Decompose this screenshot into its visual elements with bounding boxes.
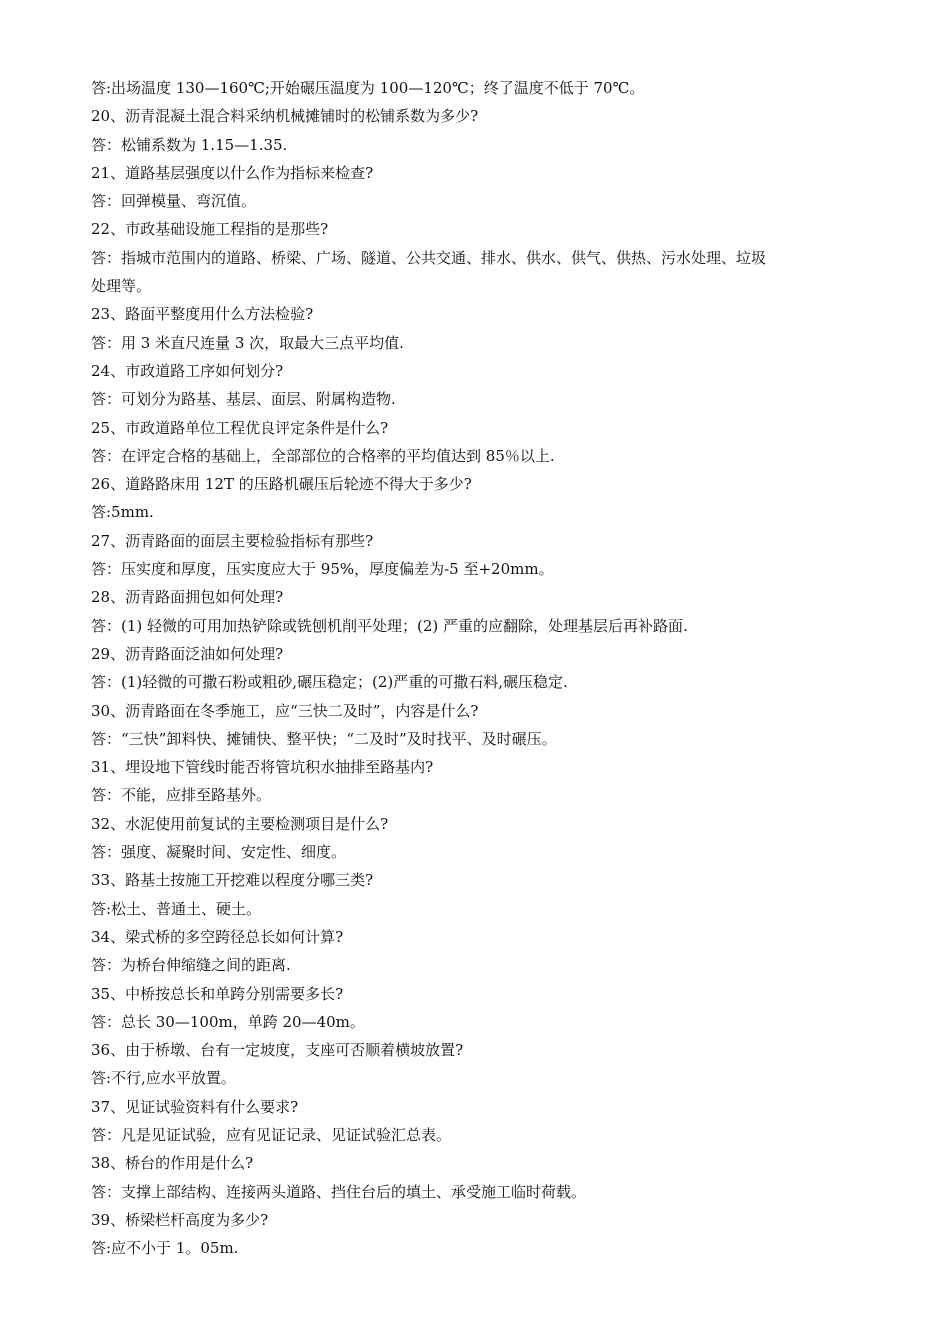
question-line: 29、沥青路面泛油如何处理?: [91, 644, 284, 663]
answer-line: 答：可划分为路基、基层、面层、附属构造物.: [91, 390, 396, 409]
answer-line: 答：回弹模量、弯沉值。: [91, 192, 257, 211]
answer-line: 答：不能，应排至路基外。: [91, 786, 272, 805]
question-line: 35、中桥按总长和单跨分别需要多长?: [91, 984, 344, 1003]
answer-line: 答：(1) 轻微的可用加热铲除或铣刨机削平处理；(2) 严重的应翻除，处理基层后再补路面.: [91, 616, 688, 635]
question-line: 30、沥青路面在冬季施工，应“三快二及时”，内容是什么?: [91, 701, 479, 720]
answer-line: 答:5mm.: [91, 503, 154, 522]
question-line: 23、路面平整度用什么方法检验?: [91, 305, 314, 324]
question-line: 28、沥青路面拥包如何处理?: [91, 588, 284, 607]
question-line: 37、见证试验资料有什么要求?: [91, 1097, 299, 1116]
question-line: 26、道路路床用 12T 的压路机碾压后轮迹不得大于多少?: [91, 475, 472, 494]
answer-line: 答:不行,应水平放置。: [91, 1069, 236, 1088]
question-line: 34、梁式桥的多空跨径总长如何计算?: [91, 927, 344, 946]
answer-line: 答：为桥台伸缩缝之间的距离.: [91, 956, 291, 975]
question-line: 27、沥青路面的面层主要检验指标有那些?: [91, 531, 374, 550]
answer-line: 答：压实度和厚度，压实度应大于 95%，厚度偏差为-5 至+20mm。: [91, 560, 554, 579]
question-line: 25、市政道路单位工程优良评定条件是什么?: [91, 418, 389, 437]
question-line: 36、由于桥墩、台有一定坡度，支座可否顺着横坡放置?: [91, 1041, 464, 1060]
question-line: 20、沥青混凝土混合料采纳机械摊铺时的松铺系数为多少?: [91, 107, 479, 126]
answer-line: 答:松土、普通土、硬土。: [91, 899, 262, 918]
answer-line: 答：支撑上部结构、连接两头道路、挡住台后的填土、承受施工临时荷载。: [91, 1182, 587, 1201]
answer-line: 答：松铺系数为 1.15—1.35.: [91, 135, 288, 154]
question-line: 33、路基土按施工开挖难以程度分哪三类?: [91, 871, 374, 890]
answer-line: 答：“三快”卸料快、摊铺快、整平快；“二及时”及时找平、及时碾压。: [91, 729, 557, 748]
answer-line: 答：总长 30—100m，单跨 20—40m。: [91, 1012, 365, 1031]
answer-line-continued: 处理等。: [91, 277, 152, 296]
answer-line: 答:出场温度 130—160℃;开始碾压温度为 100—120℃；终了温度不低于 70℃。: [91, 79, 645, 97]
question-line: 31、埋设地下管线时能否将管坑积水抽排至路基内?: [91, 758, 434, 777]
answer-line: 答：(1)轻微的可撒石粉或粗砂,碾压稳定；(2)严重的可撒石料,碾压稳定.: [91, 673, 568, 692]
question-line: 32、水泥使用前复试的主要检测项目是什么?: [91, 814, 389, 833]
answer-line: 答：用 3 米直尺连量 3 次，取最大三点平均值.: [91, 333, 404, 352]
question-line: 24、市政道路工序如何划分?: [91, 361, 284, 380]
answer-line: 答：强度、凝聚时间、安定性、细度。: [91, 843, 347, 862]
document-body: [91, 74, 871, 1262]
question-line: 22、市政基础设施工程指的是那些?: [91, 220, 329, 239]
answer-line: 答：凡是见证试验，应有见证记录、见证试验汇总表。: [91, 1125, 452, 1144]
question-line: 39、桥梁栏杆高度为多少?: [91, 1210, 269, 1229]
answer-line: 答：在评定合格的基础上，全部部位的合格率的平均值达到 85％以上.: [91, 446, 555, 465]
answer-line: 答：指城市范围内的道路、桥梁、广场、隧道、公共交通、排水、供水、供气、供热、污水处理、垃圾: [91, 248, 767, 267]
question-line: 38、桥台的作用是什么?: [91, 1154, 254, 1173]
answer-line: 答:应不小于 1。05m.: [91, 1239, 239, 1258]
question-line: 21、道路基层强度以什么作为指标来检查?: [91, 163, 374, 182]
